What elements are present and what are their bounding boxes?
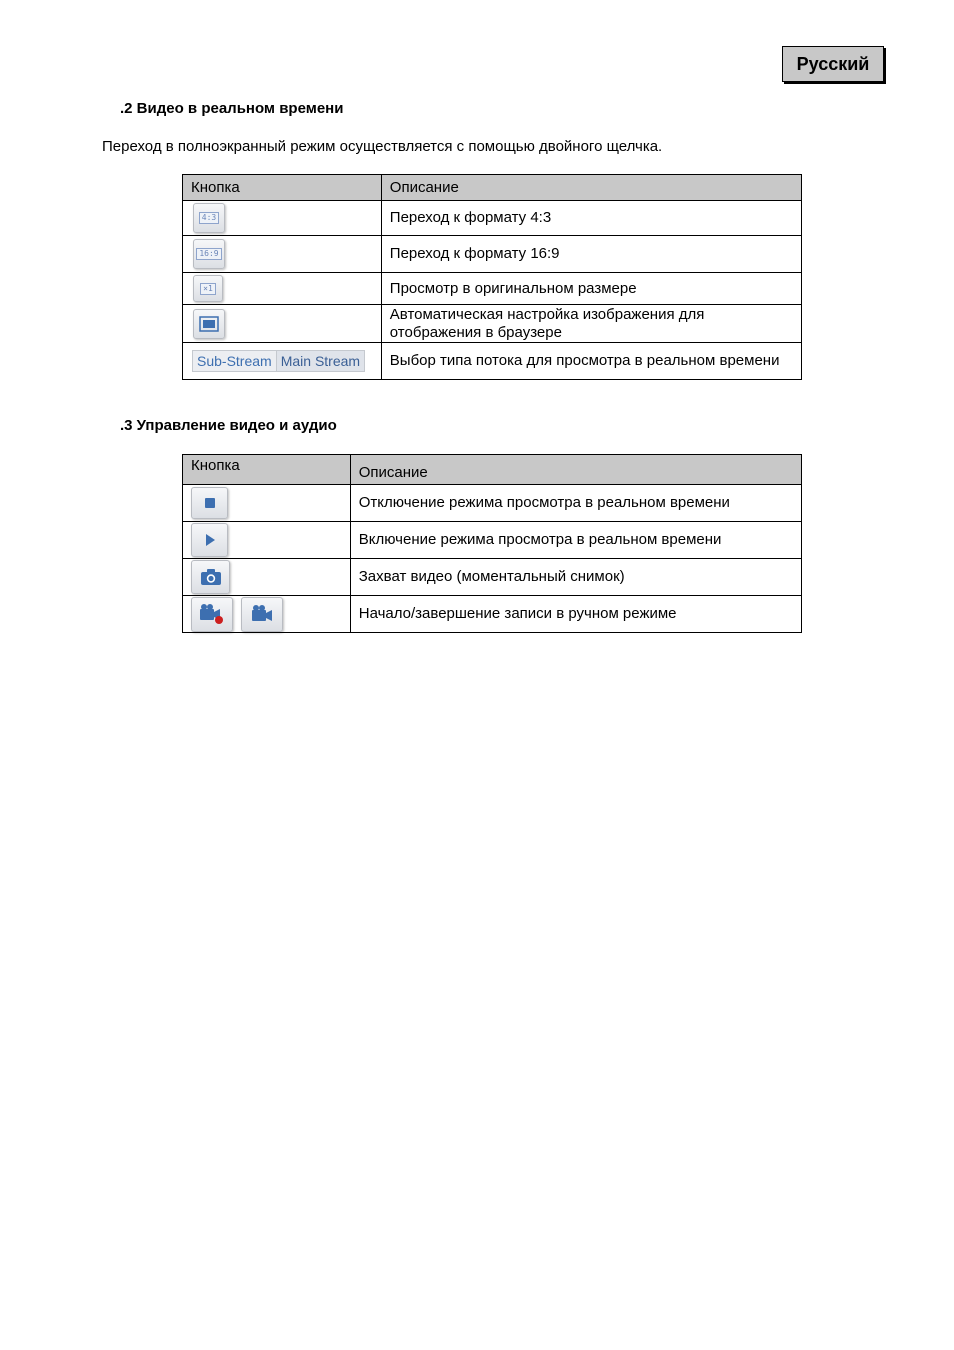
table-row (183, 559, 802, 596)
video-audio-table (182, 454, 802, 633)
live-video-table (182, 174, 802, 380)
table-row (183, 273, 802, 305)
language-badge: Русский (782, 46, 884, 82)
column-header-button: Кнопка (183, 455, 351, 485)
table-row (183, 343, 802, 380)
description-cell: Захват видео (моментальный снимок) (350, 559, 801, 596)
original-size-label: ×1 (200, 283, 216, 295)
description-cell: Просмотр в оригинальном размере (381, 273, 801, 305)
record-stop-glyph (248, 603, 276, 625)
description-cell: Переход к формату 4:3 (381, 201, 801, 236)
description-cell: Выбор типа потока для просмотра в реальном времени (381, 343, 801, 380)
stop-icon[interactable] (191, 487, 228, 519)
record-start-icon[interactable] (191, 597, 233, 632)
description-cell: Начало/завершение записи в ручном режиме (350, 596, 801, 633)
play-icon[interactable] (191, 523, 228, 557)
fit-to-window-icon[interactable] (193, 309, 225, 339)
column-header-description: Описание (350, 455, 801, 485)
original-size-icon[interactable] (193, 275, 223, 302)
table-row (183, 485, 802, 522)
table-row (183, 305, 802, 343)
description-cell: Включение режима просмотра в реальном времени (350, 522, 801, 559)
stop-glyph (204, 497, 216, 509)
record-stop-icon[interactable] (241, 597, 283, 632)
intro-paragraph: Переход в полноэкранный режим осуществляется с помощью двойного щелчка. (102, 138, 663, 155)
stream-selector (192, 350, 365, 372)
main-stream-button[interactable]: Main Stream (276, 351, 364, 371)
table-header-row (183, 455, 802, 485)
fit-to-window-glyph (199, 316, 219, 332)
play-glyph (204, 533, 216, 547)
record-start-glyph (198, 603, 226, 625)
description-cell: Отключение режима просмотра в реальном времени (350, 485, 801, 522)
table-row (183, 596, 802, 633)
description-cell: Переход к формату 16:9 (381, 236, 801, 273)
table-row (183, 236, 802, 273)
camera-icon[interactable] (191, 560, 230, 594)
table-header-row (183, 175, 802, 201)
section-3-heading: .3 Управление видео и аудио (120, 417, 337, 434)
table-row (183, 201, 802, 236)
camera-glyph (200, 568, 222, 586)
aspect-4-3-icon[interactable] (193, 203, 225, 233)
aspect-16-9-label: 16:9 (196, 248, 221, 260)
table-row (183, 522, 802, 559)
column-header-description: Описание (381, 175, 801, 201)
aspect-4-3-label: 4:3 (199, 212, 219, 224)
sub-stream-button[interactable]: Sub-Stream (197, 353, 272, 369)
aspect-16-9-icon[interactable] (193, 239, 225, 269)
description-cell: Автоматическая настройка изображения для отображения в браузере (381, 305, 801, 343)
column-header-button: Кнопка (183, 175, 382, 201)
section-2-heading: .2 Видео в реальном времени (120, 100, 344, 117)
